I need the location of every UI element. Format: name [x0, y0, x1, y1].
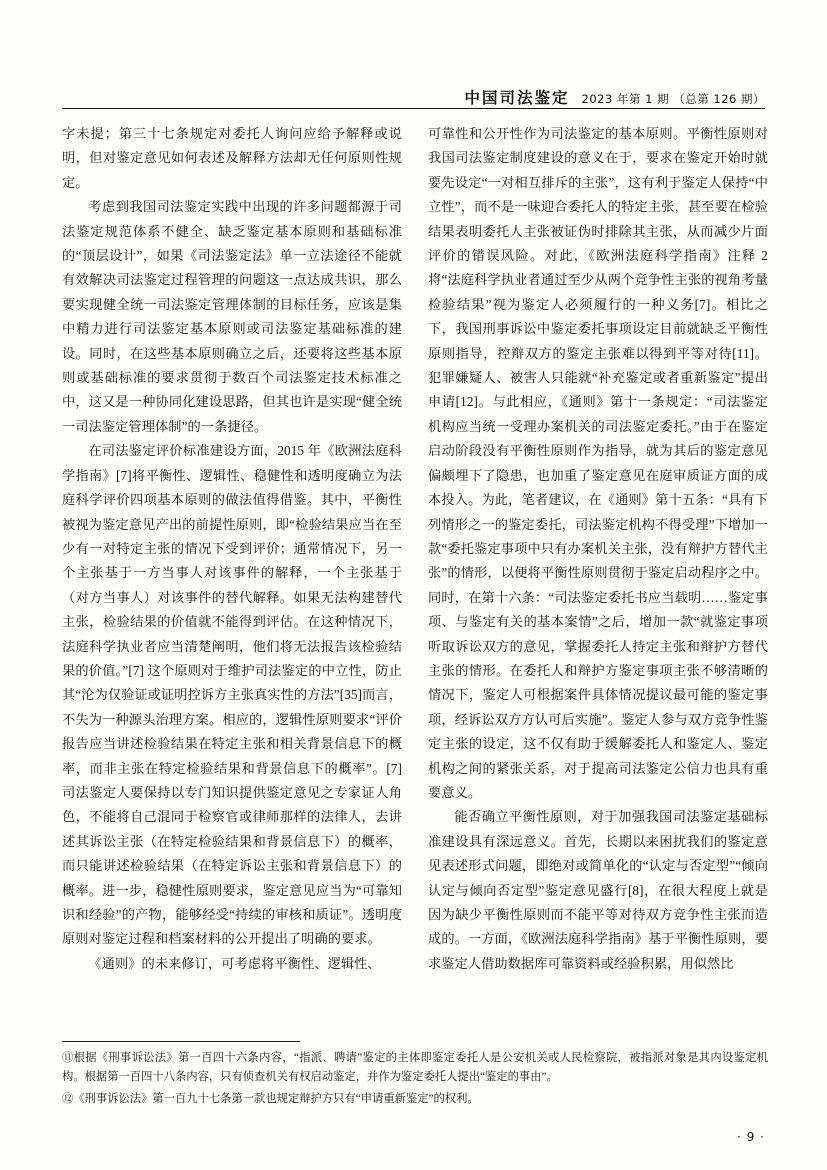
paragraph: 《通则》的未来修订，可考虑将平衡性、逻辑性、	[88, 955, 381, 971]
journal-title: 中国司法鉴定	[464, 88, 570, 107]
paragraph: 字未提；第三十七条规定对委托人询问应给予解释或说明，但对鉴定意见如何表述及解释方法却无任何原则性规定。	[62, 126, 402, 190]
right-column	[428, 122, 768, 976]
paragraph: 考虑到我国司法鉴定实践中出现的许多问题都源于司法鉴定规范体系不健全、缺乏鉴定基本原则和基础标准的“顶层设计”，如果《司法鉴定法》单一立法途径不能就有效解决司法鉴定过程管理的问题这一点达成共识，那么要实现健全统一司法鉴定管理体制的目标任务，应该是集中精力进行司法鉴定基本原则或司法鉴定基础标准的建设。同时，在这些基本原则确立之后，还要将这些基本原则或基础标准的要求贯彻于数百个司法鉴定技术标准之中，这又是一种协同化建设思路，但其也许是实现“健全统一司法鉴定管理体制”的一条捷径。	[62, 199, 402, 434]
left-column	[62, 122, 402, 976]
page-number: · 9 ·	[737, 1130, 765, 1144]
footnote-item: ⑪根据《刑事诉讼法》第一百四十六条内容，“指派、聘请”鉴定的主体即鉴定委托人是公安机关或人民检察院，被指派对象是其内设鉴定机构。根据第一百四十八条内容，只有侦查机关有权启动鉴定，并作为鉴定委托人提出“鉴定的事由”。	[62, 1052, 768, 1083]
footnotes	[62, 1041, 768, 1112]
paragraph: 在司法鉴定评价标准建设方面，2015 年《欧洲法庭科学指南》[7]将平衡性、逻辑性、稳健性和透明度确立为法庭科学评价四项基本原则的做法值得借鉴。其中，平衡性被视为鉴定意见产出的前提性原则，即“检验结果应当在至少有一对特定主张的情况下受到评价；通常情况下，另一个主张基于一方当事人对该事件的解释，一个主张基于（对方当事人）对该事件的替代解释。如果无法构建替代主张，检验结果的价值就不能得到评估。在这种情况下，法庭科学执业者应当清楚阐明，他们将无法报告该检验结果的价值。”[7] 这个原则对于维护司法鉴定的中立性，防止其“沦为仅验证或证明控诉方主张真实性的方法”[35]而言，不失为一种源头治理方案。相应的，逻辑性原则要求“评价报告应当讲述检验结果在特定主张和相关背景信息下的概率，而非主张在特定检验结果和背景信息下的概率”。[7] 司法鉴定人要保持以专门知识提供鉴定意见之专家证人角色，不能将自己混同于检察官或律师那样的法律人，去讲述其诉讼主张（在特定检验结果和背景信息下）的概率，而只能讲述检验结果（在特定诉讼主张和背景信息下）的概率。进一步，稳健性原则要求，鉴定意见应当为“可靠知识和经验”的产物，能够经受“持续的审核和质证”。透明度原则对鉴定过程和档案材料的公开提出了明确的要求。	[62, 443, 402, 947]
footnote-divider	[62, 1041, 300, 1042]
page-header	[465, 86, 765, 108]
paragraph: 能否确立平衡性原则，对于加强我国司法鉴定基础标准建设具有深远意义。首先，长期以来困扰我们的鉴定意见表述形式问题，即绝对或简单化的“认定与否定型”“倾向认定与倾向否定型”鉴定意见盛行[8]，在很大程度上就是因为缺少平衡性原则而不能平等对待双方竞争性主张而造成的。一方面，《欧洲法庭科学指南》基于平衡性原则，要求鉴定人借助数据库可靠资料或经验积累，用似然比	[428, 809, 768, 971]
body-columns	[62, 122, 768, 976]
paragraph: 可靠性和公开性作为司法鉴定的基本原则。平衡性原则对我国司法鉴定制度建设的意义在于，要求在鉴定开始时就要先设定“一对相互排斥的主张”，这有利于鉴定人保持“中立性”，而不是一味迎合委托人的特定主张，甚至要在检验结果表明委托人主张被证伪时排除其主张，从而减少片面评价的错误风险。对此，《欧洲法庭科学指南》注释 2 将“法庭科学执业者通过至少从两个竞争性主张的视角考量检验结果”视为鉴定人必须履行的一种义务[7]。相比之下，我国刑事诉讼中鉴定委托事项设定目前就缺乏平衡性原则指导，控辩双方的鉴定主张难以得到平等对待[11]。犯罪嫌疑人、被害人只能就“补充鉴定或者重新鉴定”提出申请[12]。与此相应，《通则》第十一条规定：“司法鉴定机构应当统一受理办案机关的司法鉴定委托。”由于在鉴定启动阶段没有平衡性原则作为指导，就为其后的鉴定意见偏颇埋下了隐患，也加重了鉴定意见在庭审质证方面的成本投入。为此，笔者建议，在《通则》第十五条：“具有下列情形之一的鉴定委托，司法鉴定机构不得受理”下增加一款“委托鉴定事项中只有办案机关主张，没有辩护方替代主张”的情形，以便将平衡性原则贯彻于鉴定启动程序之中。同时，在第十六条：“司法鉴定委托书应当载明……鉴定事项、与鉴定有关的基本案情”之后，增加一款“就鉴定事项听取诉讼双方的意见，掌握委托人持定主张和辩护方替代主张的情形。在委托人和辩护方鉴定事项主张不够清晰的情况下，鉴定人可根据案件具体情况提议最可能的鉴定事项，经诉讼双方方认可后实施”。鉴定人参与双方竞争性鉴定主张的设定，这不仅有助于缓解委托人和鉴定人、鉴定机构之间的紧张关系，对于提高司法鉴定公信力也具有重要意义。	[428, 126, 768, 800]
journal-issue: 2023 年第 1 期 （总第 126 期）	[581, 92, 765, 106]
footnote-item: ⑫《刑事诉讼法》第一百九十七条第一款也规定辩护方只有“申请重新鉴定”的权利。	[62, 1093, 479, 1105]
header-divider	[62, 108, 765, 109]
